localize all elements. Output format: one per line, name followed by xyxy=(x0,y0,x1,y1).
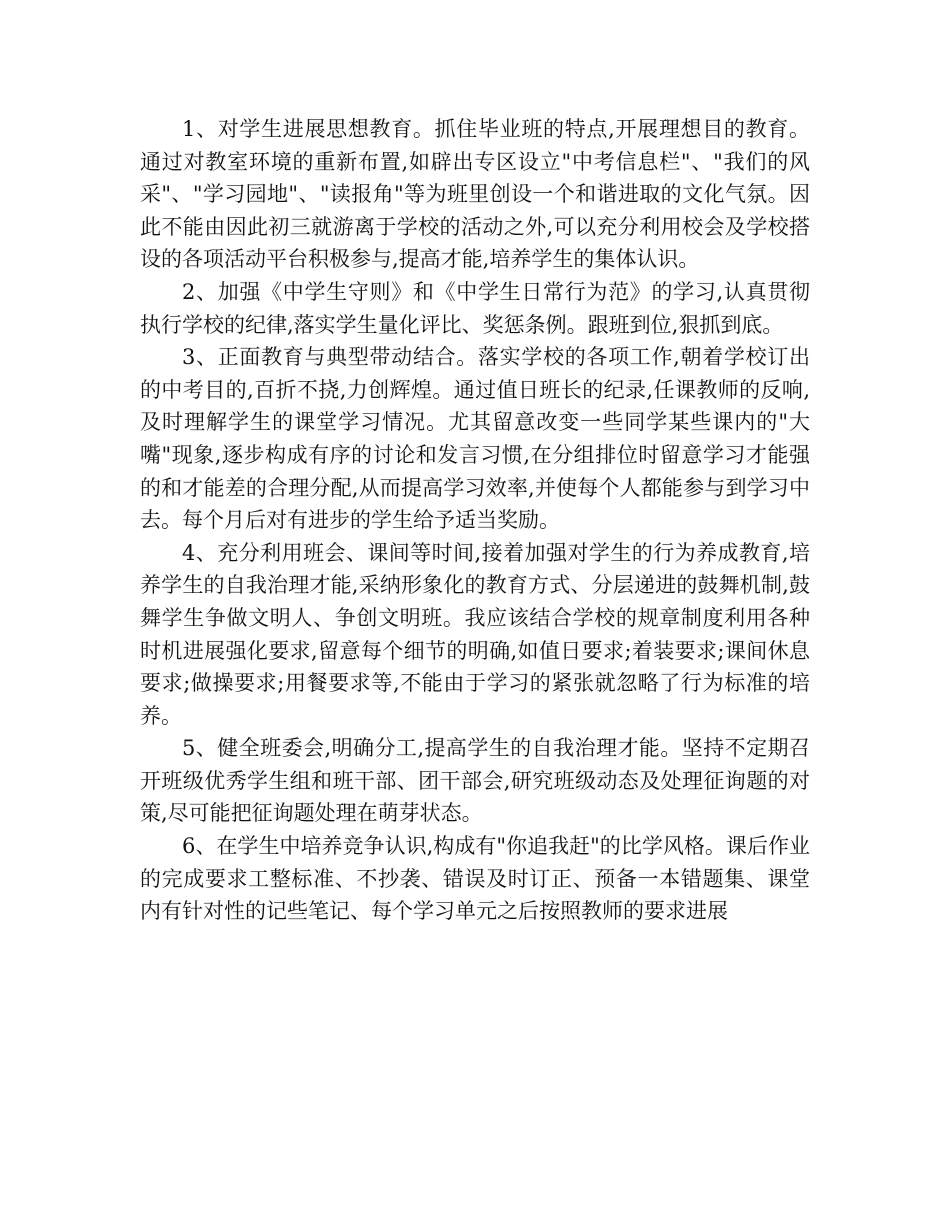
paragraph-1: 1、对学生进展思想教育。抓住毕业班的特点,开展理想目的教育。通过对教室环境的重新布置,如辟出专区设立"中考信息栏"、"我们的风采"、"学习园地"、"读报角"等为班里创设一个和谐进取的文化气氛。因此不能由因此初三就游离于学校的活动之外,可以充分利用校会及学校搭设的各项活动平台积极参与,提高才能,培养学生的集体认识。 xyxy=(140,117,810,272)
paragraph-6: 6、在学生中培养竞争认识,构成有"你追我赶"的比学风格。课后作业的完成要求工整标准、不抄袭、错误及时订正、预备一本错题集、课堂内有针对性的记些笔记、每个学习单元之后按照教师的要求进展 xyxy=(140,834,810,924)
paragraph-5: 5、健全班委会,明确分工,提高学生的自我治理才能。坚持不定期召开班级优秀学生组和班干部、团干部会,研究班级动态及处理征询题的对策,尽可能把征询题处理在萌芽状态。 xyxy=(140,736,810,826)
paragraph-4: 4、充分利用班会、课间等时间,接着加强对学生的行为养成教育,培养学生的自我治理才能,采纳形象化的教育方式、分层递进的鼓舞机制,鼓舞学生争做文明人、争创文明班。我应该结合学校的规章制度利用各种时机进展强化要求,留意每个细节的明确,如值日要求;着装要求;课间休息要求;做操要求;用餐要求等,不能由于学习的紧张就忽略了行为标准的培养。 xyxy=(140,540,810,728)
paragraph-2: 2、加强《中学生守则》和《中学生日常行为范》的学习,认真贯彻执行学校的纪律,落实学生量化评比、奖惩条例。跟班到位,狠抓到底。 xyxy=(140,279,810,337)
paragraph-3: 3、正面教育与典型带动结合。落实学校的各项工作,朝着学校订出的中考目的,百折不挠,力创辉煌。通过值日班长的纪录,任课教师的反响,及时理解学生的课堂学习情况。尤其留意改变一些同学某些课内的"大嘴"现象,逐步构成有序的讨论和发言习惯,在分组排位时留意学习才能强的和才能差的合理分配,从而提高学习效率,并使每个人都能参与到学习中去。每个月后对有进步的学生给予适当奖励。 xyxy=(140,345,810,533)
document-body xyxy=(140,113,810,928)
